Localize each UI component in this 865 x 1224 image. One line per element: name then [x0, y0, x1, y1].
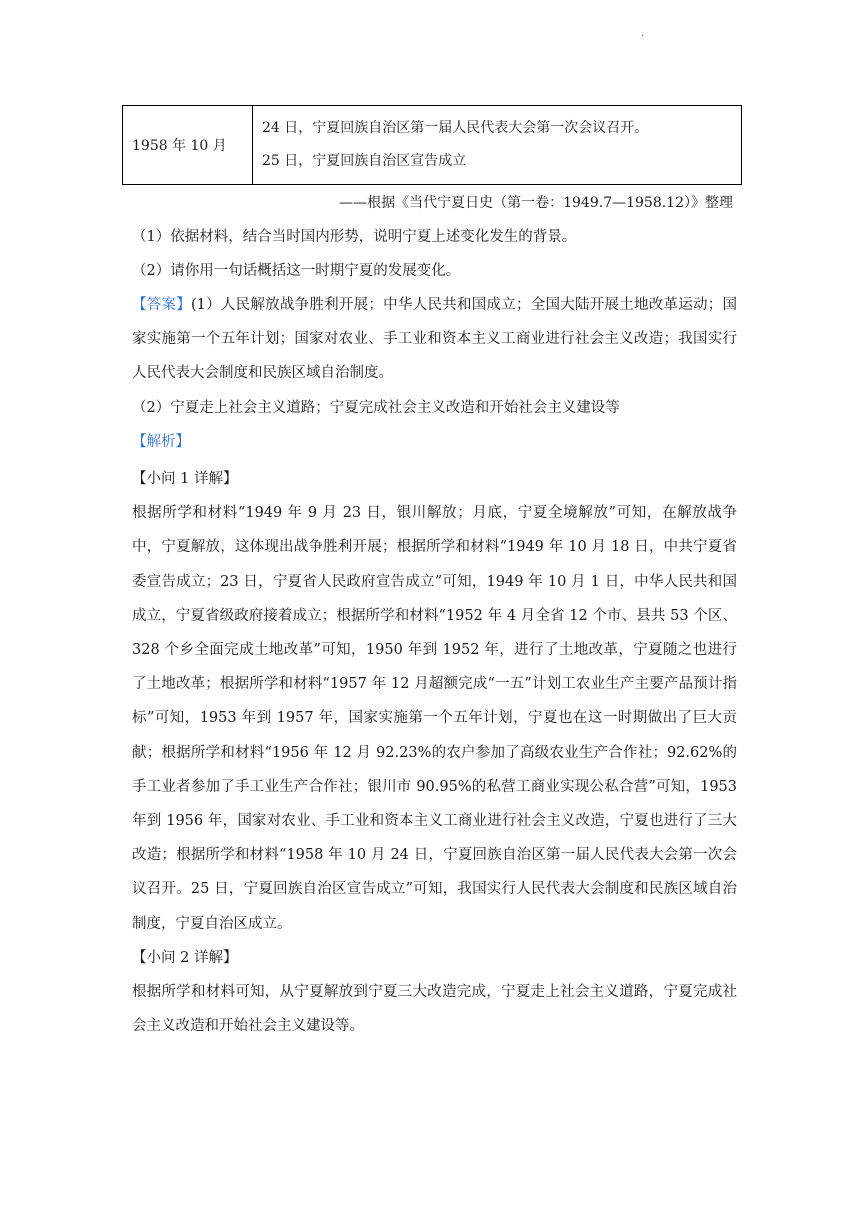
answer-label: 【答案】 — [132, 297, 192, 313]
header-mark: · — [641, 31, 645, 42]
answer-part-2: （2）宁夏走上社会主义道路；宁夏完成社会主义改造和开始社会主义建设等 — [132, 400, 620, 416]
timeline-date: 1958 年 10 月 — [123, 106, 253, 185]
table-row — [123, 106, 742, 185]
source-citation: ——根据《当代宁夏日史（第一卷：1949.7—1958.12）》整理 — [339, 195, 733, 211]
question-1: （1）依据材料，结合当时国内形势，说明宁夏上述变化发生的背景。 — [132, 229, 577, 245]
q2-text: 根据所学和材料可知，从宁夏解放到宁夏三大改造完成，宁夏走上社会主义道路，宁夏完成社会主义改造和开始社会主义建设等。 — [132, 984, 737, 1035]
q1-text: 根据所学和材料“1949 年 9 月 23 日，银川解放；月底，宁夏全境解放”可知，在解放战争中，宁夏解放，这体现出战争胜利开展；根据所学和材料“1949 年 10 月 18 日，中共宁夏省委宣告成立；23 日，宁夏省人民政府宣告成立”可知，1949 年 10 月 1 日，中华人民共和国成立，宁夏省级政府接着成立；根据所学和材料“1952 年 4 月全省 12 个市、县共 53 个区、328 个乡全面完成土地改革”可知，1950 年到 1952 年，进行了土地改革，宁夏随之也进行了土地改革；根据所学和材料“1957 年 12 月超额完成“一五”计划工农业生产主要产品预计指标”可知，1953 年到 1957 年，国家实施第一个五年计划，宁夏也在这一时期做出了巨大贡献；根据所学和材料“1956 年 12 月 92.23%的农户参加了高级农业生产合作社；92.62%的手工业者参加了手工业生产合作社；银川市 90.95%的私营工商业实现公私合营”可知，1953 年到 1956 年，国家对农业、手工业和资本主义工商业进行社会主义改造，宁夏也进行了三大改造；根据所学和材料“1958 年 10 月 24 日，宁夏回族自治区第一届人民代表大会第一次会议召开。25 日，宁夏回族自治区宣告成立”可知，我国实行人民代表大会制度和民族区域自治制度，宁夏自治区成立。 — [132, 505, 737, 932]
question-2: （2）请你用一句话概括这一时期宁夏的发展变化。 — [132, 263, 461, 279]
analysis-body — [132, 462, 737, 1043]
timeline-table — [122, 105, 742, 185]
timeline-event: 25 日，宁夏回族自治区宣告成立 — [262, 153, 467, 169]
answer-part-1-text: (1）人民解放战争胜利开展；中华人民共和国成立；全国大陆开展土地改革运动；国家实施第一个五年计划；国家对农业、手工业和资本主义工商业进行社会主义改造；我国实行人民代表大会制度和民族区域自治制度。 — [132, 297, 737, 382]
q2-heading: 【小问 2 详解】 — [132, 949, 238, 966]
timeline-event: 24 日，宁夏回族自治区第一届人民代表大会第一次会议召开。 — [262, 120, 649, 136]
analysis-label: 【解析】 — [132, 434, 190, 450]
timeline-events — [253, 106, 742, 185]
q1-heading: 【小问 1 详解】 — [132, 471, 238, 487]
answer-part-1 — [132, 288, 737, 391]
